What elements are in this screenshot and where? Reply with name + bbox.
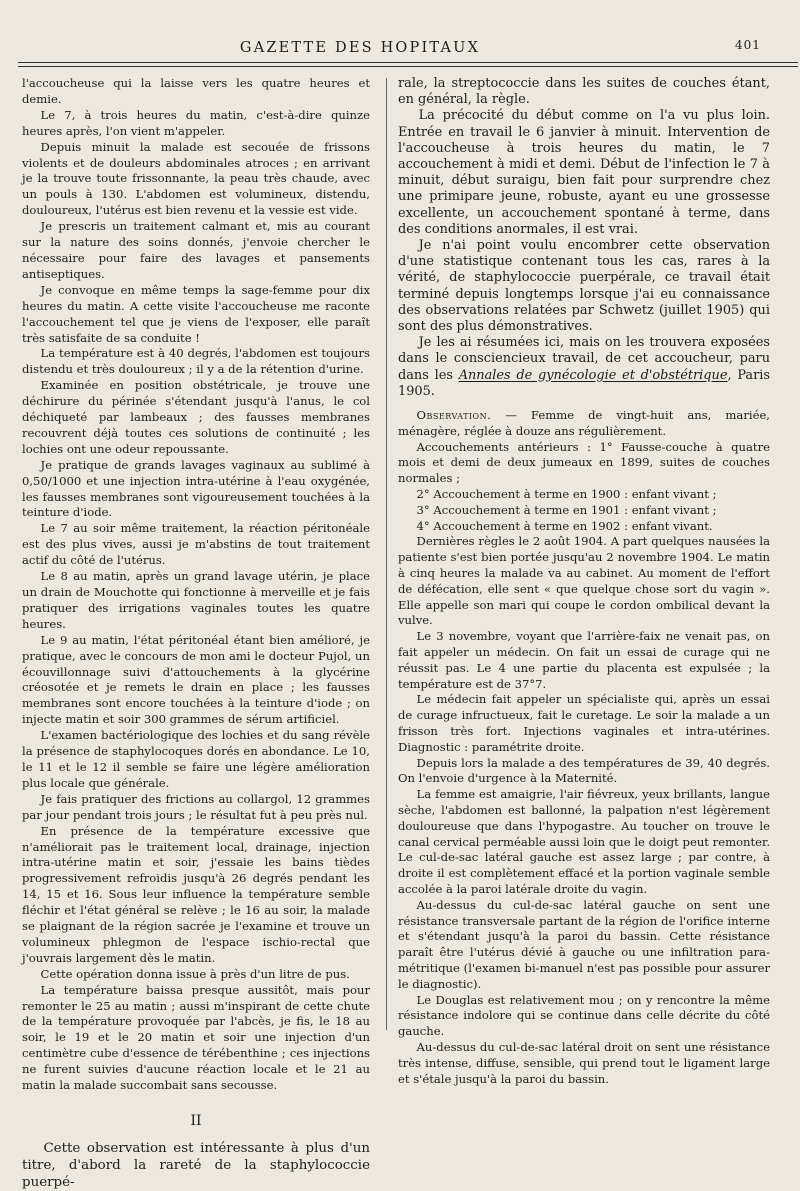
left-column [22,76,370,1191]
paragraph: 4° Accouchement à terme en 1902 : enfant vivant. [416,518,713,533]
paragraph-with-citation [398,335,770,400]
paragraph: Le Douglas est relativement mou ; on y rencontre la même résistance indolore qui se continue dans celle décrite du côté gauche. [398,992,770,1039]
citation-text-before: Je les ai résumées ici, mais on les trouvera exposées dans le consciencieux travail, de cet accoucheur, paru dans les [398,335,770,383]
paragraph: Depuis minuit la malade est secouée de frissons violents et de douleurs abdominales atroces ; en arrivant je la trouve toute frissonnante, la peau très chaude, avec un pouls à 130. L'abdomen est volumineux, distendu, douloureux, l'utérus est bien revenu et la vessie est vide. [22,139,370,218]
paragraph: Je prescris un traitement calmant et, mis au courant sur la nature des soins donnés, j'envoie chercher le nécessaire pour faire des lavages et pansements antiseptiques. [22,219,370,281]
paragraph: Le médecin fait appeler un spécialiste qui, après un essai de curage infructueux, fait le curetage. Le soir la malade a un frisson très fort. Injections vaginales et intra-utérines. Diagnostic : paramétrite droite. [398,692,770,754]
paragraph: Je pratique de grands lavages vaginaux au sublimé à 0,50/1000 et une injection intra-utérine à l'eau oxygénée, les fausses membranes sont vigoureusement touchées à la teinture d'iode. [22,457,370,520]
paragraph: Le 3 novembre, voyant que l'arrière-faix ne venait pas, on fait appeler un médecin. On fait un essai de curage qui ne réussit pas. Le 4 une partie du placenta est expulsée ; la température est de 37°7. [398,629,770,691]
paragraph: Je n'ai point voulu encombrer cette observation d'une statistique contenant tous les cas, rares à la vérité, de staphylococcie puerpérale, ce travail était terminé depuis longtemps lorsque j'ai eu connaissance des observations relatées par Schwetz (juillet 1905) qui sont des plus démonstratives. [398,238,770,335]
paragraph: La femme est amaigrie, l'air fiévreux, yeux brillants, langue sèche, l'abdomen est ballonné, la palpation n'est légèrement douloureuse que dans l'hypogastre. Au toucher on trouve le canal cervical perméable aussi loin que le doigt peut remonter. Le cul-de-sac latéral gauche est assez large ; par contre, à droite il est complètement effacé et la portion vaginale semble accolée à la paroi latérale droite du vagin. [398,787,770,896]
paragraph: Examinée en position obstétricale, je trouve une déchirure du périnée s'étendant jusqu'à l'anus, le col déchiqueté par lambeaux ; des fausses membranes recouvrent déjà toutes ces solutions de continuité ; les lochies ont une odeur repoussante. [22,378,370,456]
paragraph: 3° Accouchement à terme en 1901 : enfant vivant ; [416,502,717,517]
journal-title: Annales de gynécologie et d'obstétrique [458,367,728,383]
observation-paragraph [398,408,770,440]
paragraph: En présence de la température excessive que n'améliorait pas le traitement local, drainage, injection intra-utérine matin et soir, j'essaie les bains tièdes progressivement refroidis jusqu'à 26 degrés pendant les 14, 15 et 16. Sous leur influence la température semble fléchir et l'état général se relève ; le 16 au soir, la malade se plaignant de la région sacrée je l'examine et trouve un volumineux phlegmon de l'espace ischio-rectal que j'ouvrais largement dès le matin. [22,823,370,965]
header-rule [18,62,798,63]
paragraph: Je convoque en même temps la sage-femme pour dix heures du matin. A cette visite l'accoucheuse me raconte l'accouchement tel que je viens de l'exposer, elle paraît très satisfaite de sa conduite ! [22,282,370,345]
paragraph: La température est à 40 degrés, l'abdomen est toujours distendu et très douloureux ; il y a de la rétention d'urine. [22,346,370,377]
page-number: 401 [735,38,761,52]
paragraph: La précocité du début comme on l'a vu plus loin. Entrée en travail le 6 janvier à minuit. Intervention de l'accoucheuse à trois heures du matin, le 7 accouchement à midi et demi. Début de l'infection le 7 à minuit, début suraigu, bien fait pour surprendre chez une primipare jeune, robuste, ayant eu une grossesse excellente, un accouchement spontané à terme, dans des conditions anormales, il est vrai. [398,108,770,237]
paragraph: Cette opération donna issue à près d'un litre de pus. [40,966,350,981]
paragraph: Au-dessus du cul-de-sac latéral droit on sent une résistance très intense, diffuse, sensible, qui prend tout le ligament large et s'étale jusqu'à la paroi du bassin. [398,1039,770,1086]
paragraph: Depuis lors la malade a des températures de 39, 40 degrés. On l'envoie d'urgence à la Maternité. [398,755,770,786]
paragraph: Le 8 au matin, après un grand lavage utérin, je place un drain de Mouchotte qui fonctionne à merveille et je fais pratiquer des irrigations vaginales toutes les quatre heures. [22,569,370,631]
section-opening: Cette observation est intéressante à plus d'un titre, d'abord la rareté de la staphylococcie puerpé- [22,1140,370,1190]
right-column [398,76,770,1087]
paragraph: Le 7, à trois heures du matin, c'est-à-dire quinze heures après, l'on vient m'appeler. [22,107,370,138]
paragraph: La température baissa presque aussitôt, mais pour remonter le 25 au matin ; aussi m'inspirant de cette chute de la température provoquée par l'abcès, je fis, le 18 au soir, le 19 et le 20 matin et soir une injection d'un centimètre cube d'essence de térébenthine ; ces injections ne furent suivies d'aucune réaction locale et le 21 au matin la malade succombait sans secousse. [22,982,370,1093]
paragraph: Accouchements antérieurs : 1° Fausse-couche à quatre mois et demi de deux jumeaux en 1899, suites de couches normales ; [398,439,770,486]
paragraph: Je fais pratiquer des frictions au collargol, 12 grammes par jour pendant trois jours ; le résultat fut à peu près nul. [22,791,370,822]
column-divider [386,78,387,1030]
citation-text-after: , Paris 1905. [398,367,770,399]
paragraph: Dernières règles le 2 août 1904. A part quelques nausées la patiente s'est bien portée jusqu'au 2 novembre 1904. Le matin à cinq heures la malade va au cabinet. Au moment de l'effort de défécation, elle sent « que quelque chose sort du vagin ». Elle appelle son mari qui coupe le cordon ombilical devant la vulve. [398,534,770,628]
section-number: II [190,1113,202,1129]
paragraph: rale, la streptococcie dans les suites de couches étant, en général, la règle. [398,76,770,108]
paragraph: Le 7 au soir même traitement, la réaction péritonéale est des plus vives, aussi je m'abstins de tout traitement actif du côté de l'utérus. [22,521,370,568]
paragraph: 2° Accouchement à terme en 1900 : enfant vivant ; [416,487,717,502]
paragraph: L'examen bactériologique des lochies et du sang révèle la présence de staphylocoques dorés en abondance. Le 10, le 11 et le 12 il semble se faire une légère amélioration plus locale que générale. [22,728,370,790]
paragraph: Le 9 au matin, l'état péritonéal étant bien amélioré, je pratique, avec le concours de mon ami le docteur Pujol, un écouvillonnage suivi d'attouchements à la glycérine créosotée et je remets le drain en place ; les fausses membranes sont encore touchées à la teinture d'iode ; on injecte matin et soir 300 grammes de sérum artificiel. [22,632,370,727]
running-title: GAZETTE DES HOPITAUX [239,40,481,56]
paragraph: l'accoucheuse qui la laisse vers les quatre heures et demie. [22,76,370,106]
observation-intro: — Femme de vingt-huit ans, mariée, ménagère, réglée à douze ans régulièrement. [398,408,770,438]
header-rule-thin [18,66,798,67]
observation-label: Observation. [416,408,492,423]
page-header [0,0,800,80]
paragraph: Au-dessus du cul-de-sac latéral gauche on sent une résistance transversale partant de la région de l'orifice interne et s'étendant jusqu'à la paroi du bassin. Cette résistance paraît être l'utérus dévié à gauche ou une infiltration para-métritique (l'examen bi-manuel n'est pas possible pour assurer le diagnostic). [398,897,770,991]
